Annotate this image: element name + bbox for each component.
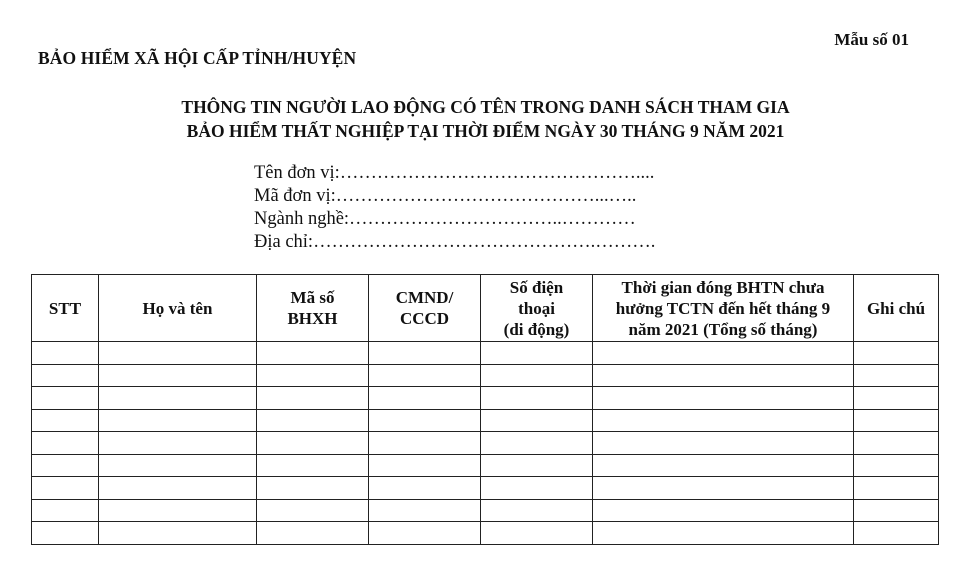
- table-cell-insurance-duration: [593, 499, 854, 522]
- table-cell-insurance-duration: [593, 342, 854, 365]
- table-cell-notes: [854, 522, 939, 545]
- header-unemployment-insurance-duration: Thời gian đóng BHTN chưa hưởng TCTN đến hết tháng 9 năm 2021 (Tổng số tháng): [593, 275, 854, 342]
- table-cell-notes: [854, 409, 939, 432]
- table-cell-notes: [854, 477, 939, 500]
- table-cell-id-card: [369, 387, 481, 410]
- table-cell-mobile-phone: [481, 387, 593, 410]
- table-cell-stt: [32, 432, 99, 455]
- table-cell-social-insurance-number: [257, 409, 369, 432]
- table-cell-stt: [32, 454, 99, 477]
- table-cell-stt: [32, 364, 99, 387]
- table-row: [32, 522, 939, 545]
- table-cell-full-name: [99, 499, 257, 522]
- table-cell-mobile-phone: [481, 522, 593, 545]
- table-cell-full-name: [99, 364, 257, 387]
- table-cell-social-insurance-number: [257, 387, 369, 410]
- table-cell-id-card: [369, 477, 481, 500]
- table-cell-insurance-duration: [593, 409, 854, 432]
- table-cell-notes: [854, 432, 939, 455]
- title-line-1: THÔNG TIN NGƯỜI LAO ĐỘNG CÓ TÊN TRONG DANH SÁCH THAM GIA: [181, 97, 790, 117]
- field-unit-name: Tên đơn vị:…………………………………………....: [254, 163, 655, 183]
- field-address: Địa chỉ:……………………………………….……….: [254, 232, 656, 252]
- table-row: [32, 454, 939, 477]
- table-row: [32, 364, 939, 387]
- table-cell-social-insurance-number: [257, 454, 369, 477]
- table-row: [32, 432, 939, 455]
- table-cell-mobile-phone: [481, 499, 593, 522]
- employee-table: [31, 274, 939, 545]
- header-notes: Ghi chú: [854, 275, 939, 342]
- table-cell-mobile-phone: [481, 477, 593, 500]
- table-cell-mobile-phone: [481, 342, 593, 365]
- table-row: [32, 477, 939, 500]
- employee-table-container: [31, 274, 939, 545]
- table-cell-insurance-duration: [593, 454, 854, 477]
- table-body: [32, 342, 939, 545]
- table-cell-id-card: [369, 522, 481, 545]
- header-stt: STT: [32, 275, 99, 342]
- table-cell-id-card: [369, 454, 481, 477]
- table-row: [32, 387, 939, 410]
- agency-name: BẢO HIỂM XÃ HỘI CẤP TỈNH/HUYỆN: [38, 48, 357, 68]
- table-cell-stt: [32, 477, 99, 500]
- table-cell-full-name: [99, 522, 257, 545]
- table-cell-social-insurance-number: [257, 364, 369, 387]
- table-cell-social-insurance-number: [257, 522, 369, 545]
- table-header-row: [32, 275, 939, 342]
- table-cell-insurance-duration: [593, 387, 854, 410]
- table-cell-insurance-duration: [593, 477, 854, 500]
- field-unit-code: Mã đơn vị:……………………………………...…..: [254, 186, 637, 206]
- table-cell-full-name: [99, 477, 257, 500]
- table-cell-notes: [854, 364, 939, 387]
- table-cell-social-insurance-number: [257, 432, 369, 455]
- header-social-insurance-number: Mã số BHXH: [257, 275, 369, 342]
- form-code: Mẫu số 01: [834, 30, 909, 49]
- table-cell-social-insurance-number: [257, 477, 369, 500]
- table-cell-full-name: [99, 432, 257, 455]
- table-cell-notes: [854, 499, 939, 522]
- field-industry: Ngành nghề:……………………………..…………: [254, 209, 636, 229]
- table-cell-stt: [32, 342, 99, 365]
- table-cell-full-name: [99, 454, 257, 477]
- table-cell-stt: [32, 499, 99, 522]
- table-cell-full-name: [99, 387, 257, 410]
- table-cell-stt: [32, 522, 99, 545]
- table-cell-id-card: [369, 432, 481, 455]
- table-cell-id-card: [369, 499, 481, 522]
- table-cell-notes: [854, 387, 939, 410]
- table-cell-social-insurance-number: [257, 499, 369, 522]
- table-cell-stt: [32, 387, 99, 410]
- title-line-2: BẢO HIỂM THẤT NGHIỆP TẠI THỜI ĐIỂM NGÀY 30 THÁNG 9 NĂM 2021: [186, 121, 785, 141]
- table-cell-mobile-phone: [481, 454, 593, 477]
- table-row: [32, 499, 939, 522]
- table-cell-stt: [32, 409, 99, 432]
- table-cell-notes: [854, 342, 939, 365]
- table-cell-mobile-phone: [481, 364, 593, 387]
- table-cell-full-name: [99, 342, 257, 365]
- header-full-name: Họ và tên: [99, 275, 257, 342]
- table-cell-mobile-phone: [481, 409, 593, 432]
- table-cell-insurance-duration: [593, 522, 854, 545]
- table-row: [32, 342, 939, 365]
- header-id-card: CMND/ CCCD: [369, 275, 481, 342]
- table-cell-insurance-duration: [593, 432, 854, 455]
- table-cell-insurance-duration: [593, 364, 854, 387]
- unit-info-fields: [254, 162, 655, 254]
- table-cell-id-card: [369, 364, 481, 387]
- table-row: [32, 409, 939, 432]
- table-cell-id-card: [369, 409, 481, 432]
- table-cell-mobile-phone: [481, 432, 593, 455]
- header-mobile-phone: Số điện thoại (di động): [481, 275, 593, 342]
- table-cell-notes: [854, 454, 939, 477]
- document-title: [0, 95, 971, 143]
- table-cell-id-card: [369, 342, 481, 365]
- table-cell-social-insurance-number: [257, 342, 369, 365]
- table-cell-full-name: [99, 409, 257, 432]
